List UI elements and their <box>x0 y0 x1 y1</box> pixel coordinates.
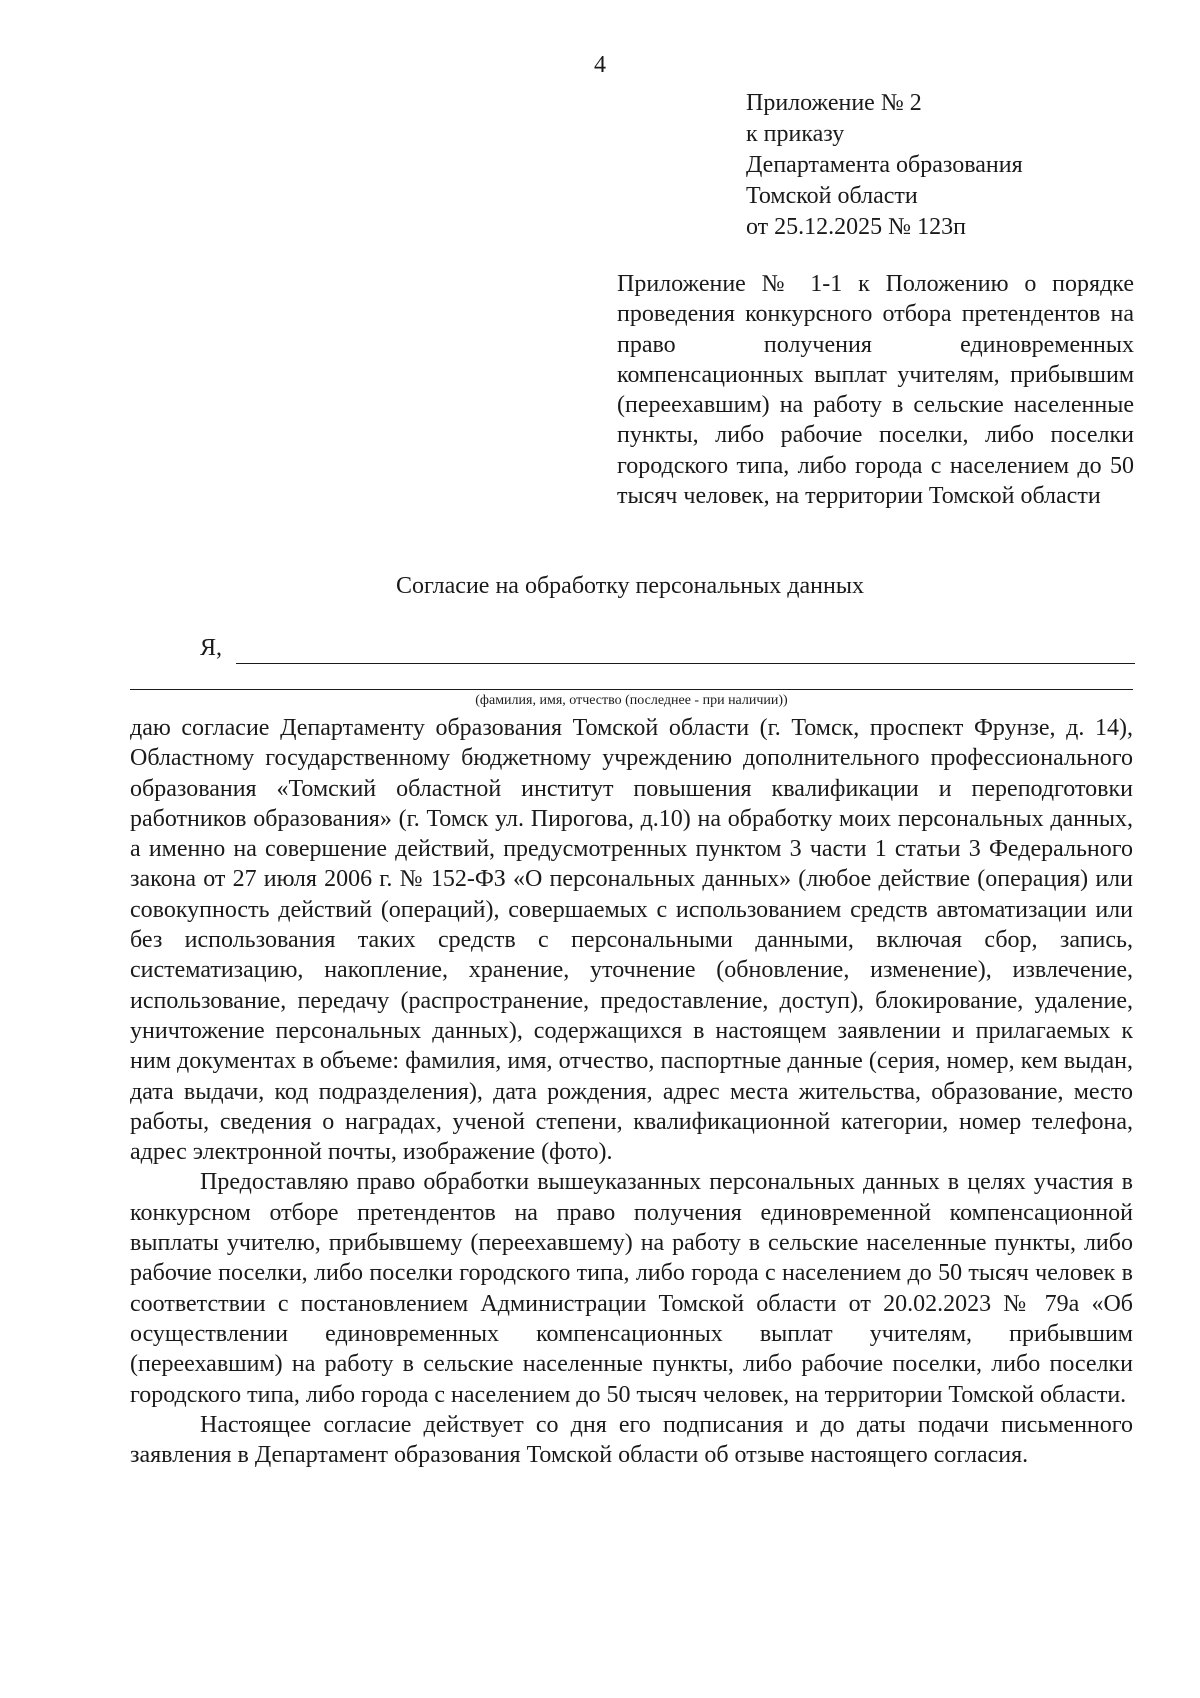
document-title: Согласие на обработку персональных данных <box>396 573 864 599</box>
name-entry-line <box>200 633 1135 667</box>
name-entry-underline <box>236 663 1135 664</box>
consent-paragraph-1: даю согласие Департаменту образования Томской области (г. Томск, проспект Фрунзе, д. 14), Областному государственному бюджетному учреждению дополнительного профессионального образования «Томский областной институт повышения квалификации и переподготовки работников образования» (г. Томск ул. Пирогова, д.10) на обработку моих персональных данных, а именно на совершение действий, предусмотренных пунктом 3 части 1 статьи 3 Федерального закона от 27 июля 2006 г. № 152-ФЗ «О персональных данных» (любое действие (операция) или совокупность действий (операций), совершаемых с использованием средств автоматизации или без использования таких средств с персональными данными, включая сбор, запись, систематизацию, накопление, хранение, уточнение (обновление, изменение), извлечение, использование, передачу (распространение, предоставление, доступ), блокирование, удаление, уничтожение персональных данных), содержащихся в настоящем заявлении и прилагаемых к ним документах в объеме: фамилия, имя, отчество, паспортные данные (серия, номер, кем выдан, дата выдачи, код подразделения), дата рождения, адрес места жительства, образование, место работы, сведения о наградах, ученой степени, квалификационной категории, номер телефона, адрес электронной почты, изображение (фото). <box>130 715 1133 1166</box>
appendix-2-header <box>746 88 1166 243</box>
full-name-underline <box>130 689 1133 690</box>
consent-paragraph-2: Предоставляю право обработки вышеуказанных персональных данных в целях участия в конкурсном отборе претендентов на право получения единовременной компенсационной выплаты учителю, прибывшему (переехавшему) на работу в сельские населенные пункты, либо рабочие поселки, либо поселки городского типа, либо города с населением до 50 тысяч человек в соответствии с постановлением Администрации Томской области от 20.02.2023 № 79а «Об осуществлении единовременных компенсационных выплат учителям, прибывшим (переехавшим) на работу в сельские населенные пункты, либо рабочие поселки, либо поселки городского типа, либо города с населением до 50 тысяч человек, на территории Томской области. <box>130 1169 1133 1408</box>
document-body <box>130 713 1133 1470</box>
appendix-2-line: Приложение № 2 <box>746 90 922 116</box>
appendix-2-line: Департамента образования <box>746 152 1023 178</box>
page-number: 4 <box>594 52 606 78</box>
appendix-2-line: от 25.12.2025 № 123п <box>746 214 966 240</box>
appendix-2-line: к приказу <box>746 121 845 147</box>
name-entry-label: Я, <box>200 635 223 661</box>
appendix-1-1-header: Приложение № 1-1 к Положению о порядке проведения конкурсного отбора претендентов на право получения единовременных компенсационных выплат учителям, прибывшим (переехавшим) на работу в сельские населенные пункты, либо рабочие поселки, либо поселки городского типа, либо города с населением до 50 тысяч человек, на территории Томской области <box>617 271 1134 510</box>
appendix-2-line: Томской области <box>746 183 918 209</box>
full-name-caption: (фамилия, имя, отчество (последнее - при наличии)) <box>475 693 788 708</box>
consent-paragraph-3: Настоящее согласие действует со дня его подписания и до даты подачи письменного заявления в Департамент образования Томской области об отзыве настоящего согласия. <box>130 1411 1133 1469</box>
